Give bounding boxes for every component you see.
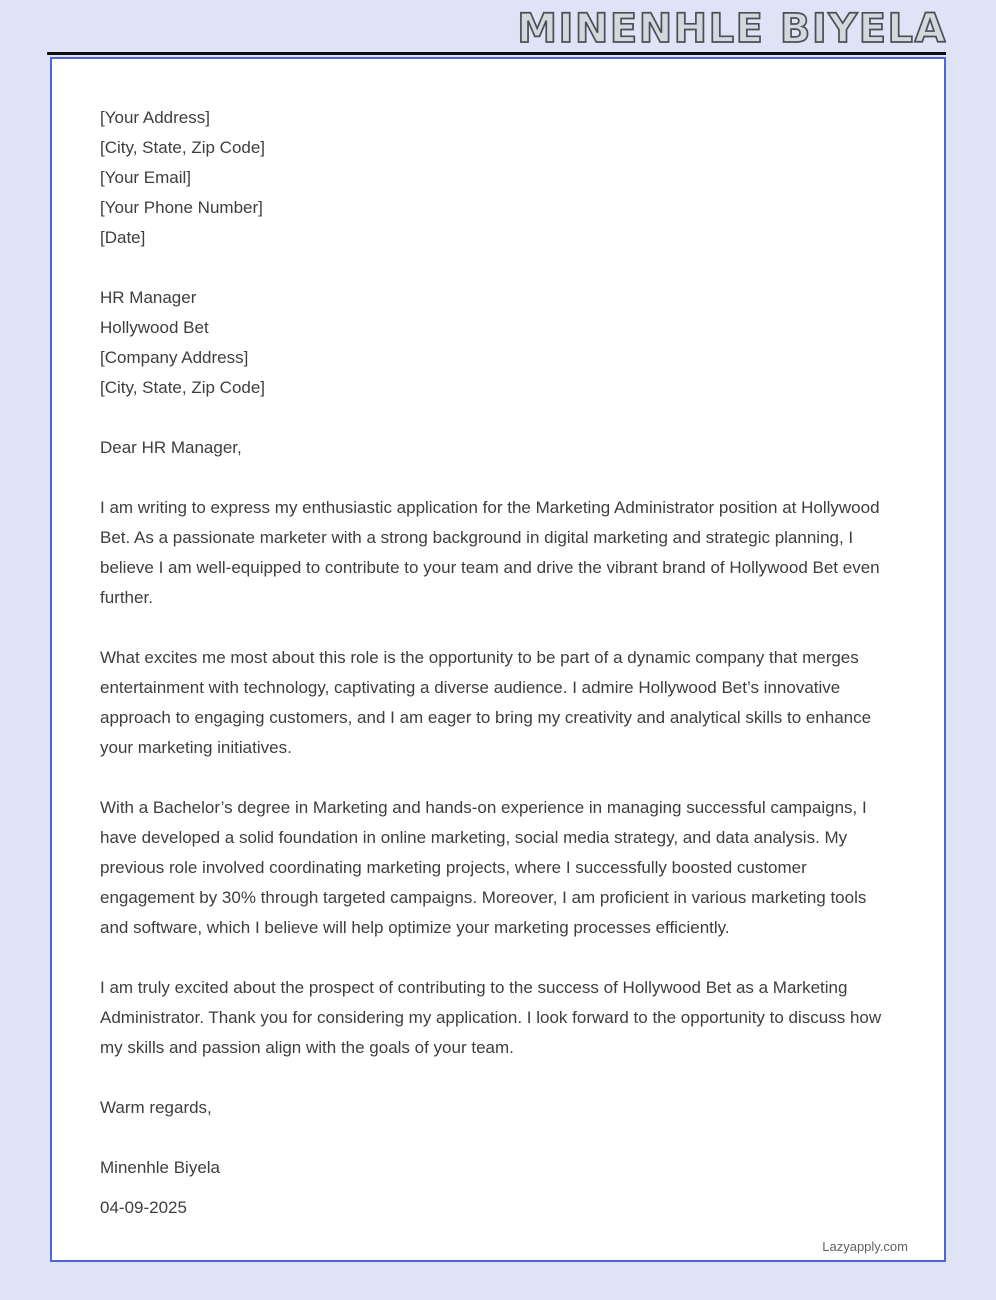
body-paragraph-2: What excites me most about this role is the opportunity to be part of a dynamic company that merges entertainment with technology, captivating a diverse audience. I admire Hollywood Bet’s innovative approach to engaging customers, and I am eager to bring my creativity and analytical skills to enhance your marketing initiatives.: [100, 648, 872, 757]
signature-name: Minenhle Biyela: [100, 1158, 221, 1177]
sender-address-line: [Your Address]: [100, 108, 210, 127]
sender-address-block: [100, 103, 892, 253]
cover-letter-page: [50, 57, 946, 1262]
body-paragraph-3: With a Bachelor’s degree in Marketing and hands-on experience in managing successful campaigns, I have developed a solid foundation in online marketing, social media strategy, and data analysis. My previous role involved coordinating marketing projects, where I successfully boosted customer engagement by 30% through targeted campaigns. Moreover, I am proficient in various marketing tools and software, which I believe will help optimize your marketing processes efficiently.: [100, 798, 867, 937]
letterhead-name: MINENHLE BIYELA: [517, 6, 947, 52]
recipient-title-line: HR Manager: [100, 288, 197, 307]
body-paragraph-1: I am writing to express my enthusiastic application for the Marketing Administrator position at Hollywood Bet. As a passionate marketer with a strong background in digital marketing and strategic planning, I believe I am well-equipped to contribute to your team and drive the vibrant brand of Hollywood Bet even further.: [100, 498, 880, 607]
sender-city-line: [City, State, Zip Code]: [100, 138, 266, 157]
sender-phone-line: [Your Phone Number]: [100, 198, 263, 217]
closing-phrase: Warm regards,: [100, 1098, 212, 1117]
recipient-address-line: [Company Address]: [100, 348, 249, 367]
body-paragraph-4: I am truly excited about the prospect of contributing to the success of Hollywood Bet as a Marketing Administrator. Thank you for considering my application. I look forward to the opportunity to discuss how my skills and passion align with the goals of your team.: [100, 978, 882, 1057]
recipient-company-line: Hollywood Bet: [100, 318, 209, 337]
watermark-link[interactable]: Lazyapply.com: [822, 1239, 908, 1254]
sender-email-line: [Your Email]: [100, 168, 192, 187]
recipient-city-line: [City, State, Zip Code]: [100, 378, 266, 397]
signature-date-link[interactable]: 04-09-2025: [100, 1198, 187, 1217]
salutation: Dear HR Manager,: [100, 438, 242, 457]
sender-date-line: [Date]: [100, 228, 146, 247]
recipient-address-block: [100, 283, 892, 403]
header-divider: [47, 52, 946, 55]
